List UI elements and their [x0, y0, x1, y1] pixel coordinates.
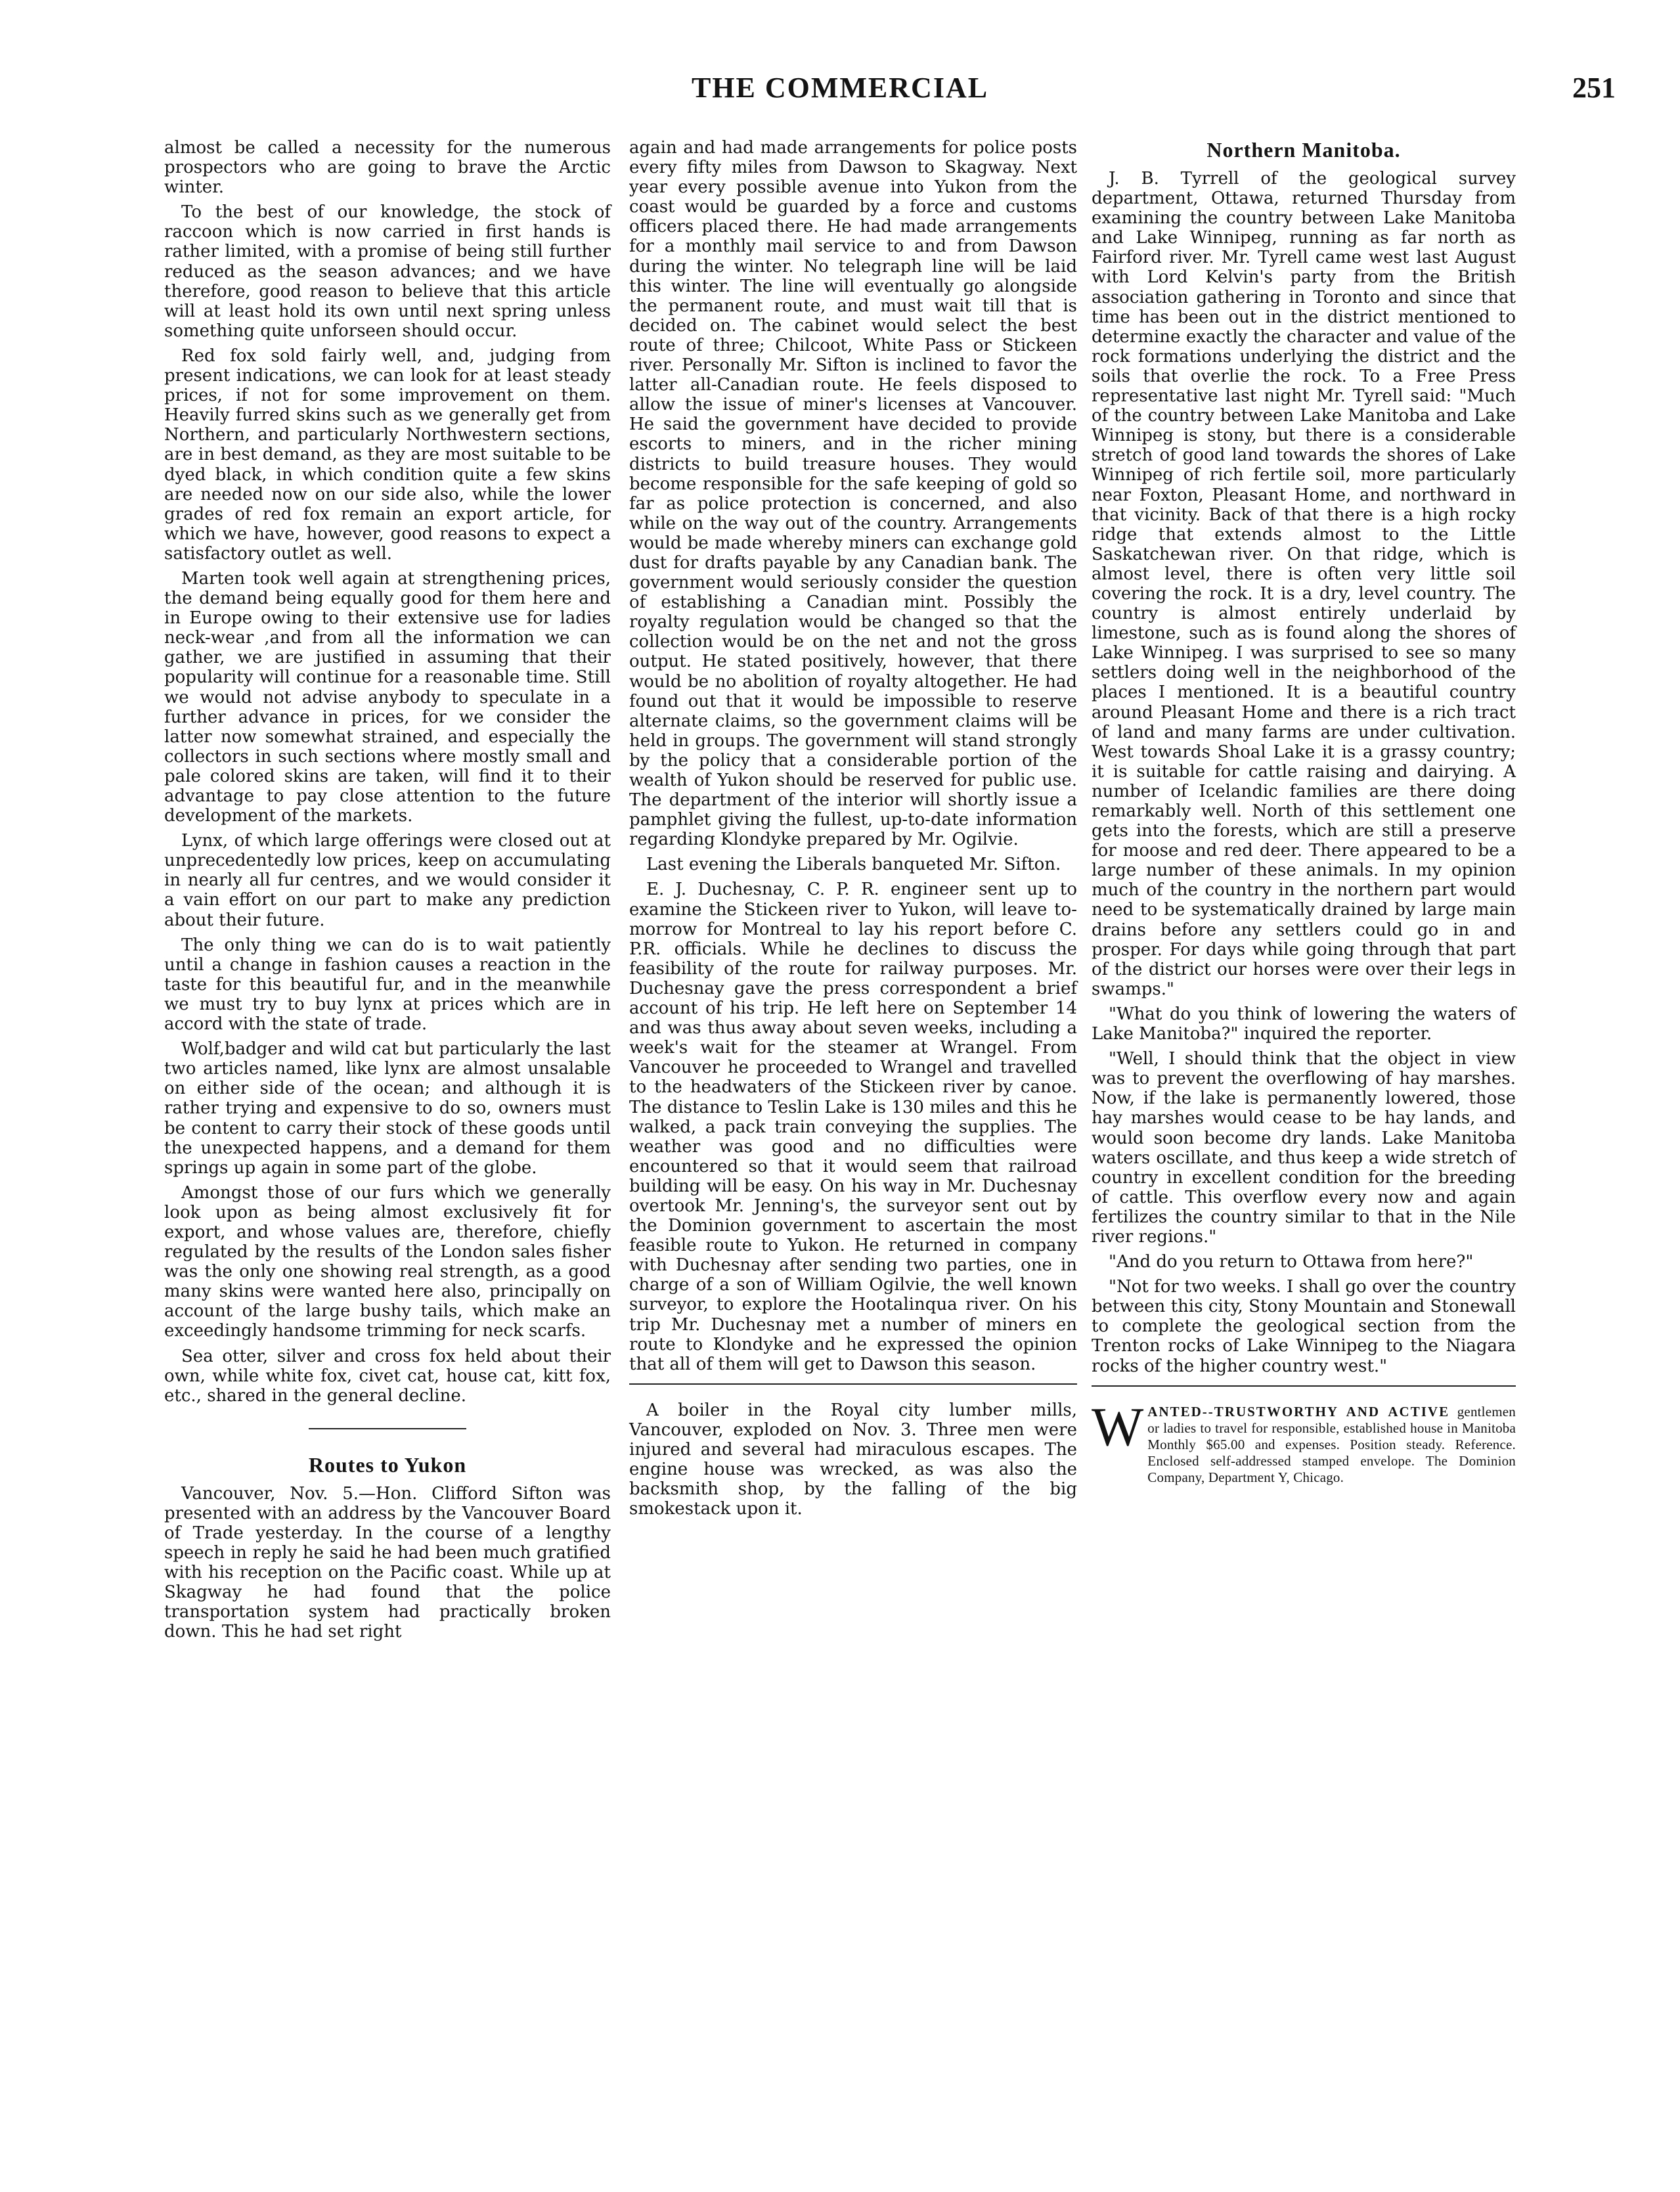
section-divider — [1092, 1385, 1516, 1387]
article-paragraph: A boiler in the Royal city lumber mills, Vancouver, exploded on Nov. 3. Three men were injured and several had miraculous escapes. The engine house was wrecked, as was also the backsmith shop, by the falling of the big smokestack upon it. — [629, 1400, 1077, 1519]
article-paragraph: Red fox sold fairly well, and, judging from present indications, we can look for at least steady prices, if not for some improvement on them. Heavily furred skins such as we generally get from Northern, and particularly Northwestern sections, are in best demand, as they are most suitable to be dyed black, in which condition quite a few skins are needed now on our side also, while the lower grades of red fox remain an export article, for which we have, however, good reasons to expect a satisfactory outlet as well. — [164, 346, 611, 564]
article-paragraph: "And do you return to Ottawa from here?" — [1109, 1252, 1474, 1272]
article-paragraph: E. J. Duchesnay, C. P. R. engineer sent up to examine the Stickeen river to Yukon, will leave to-morrow for Montreal to lay his report before C. P.R. officials. While he declines to discuss the feasibility of the route for railway purposes. Mr. Duchesnay gave the press correspondent a brief account of his trip. He left here on September 14 and was thus away about seven weeks, including a week's wait for the steamer at Wrangel. From Vancouver he proceeded to Wrangel and travelled to the headwaters of the Stickeen river by canoe. The distance to Teslin Lake is 130 miles and this he walked, a pack train conveying the supplies. The weather was good and no difficulties were encountered so that it would seem that railroad building will be easy. On his way in Mr. Duchesnay overtook Mr. Jenning's, the surveyor sent out by the Dominion government to ascertain the most feasible route to Yukon. He returned in company with Duchesnay after sending two parties, one in charge of a son of William Ogilvie, the well known surveyor, to explore the Hootalinqua river. On his trip Mr. Duchesnay met a number of miners en route to Klondyke and he expressed the opinion that all of them will get to Dawson this season. — [629, 880, 1077, 1374]
article-paragraph: To the best of our knowledge, the stock of raccoon which is now carried in first hands is rather limited, with a promise of being still further reduced as the season advances; and we have therefore, good reason to believe that this article will at least hold its own until next spring unless something quite unforseen should occur. — [164, 202, 611, 341]
article-paragraph: "Not for two weeks. I shall go over the country between this city, Stony Mountain and Stonewall to complete the geological section from the Trenton rocks of Lake Winnipeg to the Niagara rocks of the higher country west." — [1092, 1277, 1516, 1376]
article-paragraph: Wolf,badger and wild cat but particularly the last two articles named, like lynx are almost unsalable on either side of the ocean; and although it is rather trying and expensive to do so, owners must be content to carry their stock of these goods until the unexpected happens, and a demand for them springs up again in some part of the globe. — [164, 1039, 611, 1178]
page-header — [0, 71, 1680, 110]
page-number: 251 — [1572, 72, 1616, 104]
article-paragraph: The only thing we can do is to wait patiently until a change in fashion causes a reaction in the taste for this beautiful fur, and in the meanwhile we must try to buy lynx at prices which are in accord with the state of trade. — [164, 935, 611, 1035]
article-paragraph: "Well, I should think that the object in view was to prevent the overflowing of hay marshes. Now, if the lake is permanently lowered, those hay marshes would cease to be hay lands, and would soon become dry lands. Lake Manitoba waters oscillate, and thus keep a wide stretch of country in excellent condition for the breeding of cattle. This overflow every now and again fertilizes the country similar to that in the Nile river regions." — [1092, 1049, 1516, 1247]
advert-drop-cap: W — [1092, 1396, 1144, 1458]
page-title: THE COMMERCIAL — [691, 72, 989, 104]
advert-lead: ANTED--TRUSTWORTHY AND ACTIVE — [1147, 1403, 1450, 1420]
column-2 — [629, 138, 1077, 1524]
column-1 — [164, 138, 611, 1647]
article-paragraph: J. B. Tyrrell of the geological survey department, Ottawa, returned Thursday from examining the country between Lake Manitoba and Lake Winnipeg, running as far north as Fairford river. Mr. Tyrell came west last August with Lord Kelvin's party from the British association gathering in Toronto and since that time has been out in the district mentioned to determine exactly the character and value of the rock formations underlying the district and the soils that overlie the rock. To a Free Press representative last night Mr. Tyrell said: "Much of the country between Lake Manitoba and Lake Winnipeg is stony, but there is a considerable stretch of good land towards the shores of Lake Winnipeg of rich fertile soil, more particularly near Foxton, Pleasant Home, and northward in that vicinity. Back of that there is a high rocky ridge that extends almost to the Little Saskatchewan river. On that ridge, which is almost level, there is often very little soil covering the rock. It is a dry, level country. The country is almost entirely underlaid by limestone, such as is found along the shores of Lake Winnipeg. I was surprised to see so many settlers doing well in the neighborhood of the places I mentioned. It is a beautiful country around Pleasant Home and there is a rich tract of land and many farms are under cultivation. West towards Shoal Lake it is a grassy country; it is suitable for cattle raising and dairying. A number of Icelandic families are there doing remarkably well. North of this settlement one gets into the forests, which are still a preserve for moose and red deer. There appeared to be a large number of these animals. In my opinion much of the country in the northern part would need to be systematically drained by large main drains before any settlers could go in and prosper. For days while going through that part of the district our horses were over their legs in swamps." — [1092, 169, 1516, 999]
column-3 — [1092, 138, 1516, 1486]
article-paragraph: Last evening the Liberals banqueted Mr. Sifton. — [646, 855, 1061, 875]
routes-heading: Routes to Yukon — [308, 1452, 467, 1477]
article-paragraph: Amongst those of our furs which we generally look upon as being almost exclusively fit for export, and whose values are, therefore, chiefly regulated by the results of the London sales fisher was the only one showing real strength, as a good many skins were wanted here also, principally on account of the large bushy tails, which make an exceedingly handsome trimming for neck scarfs. — [164, 1182, 611, 1341]
article-paragraph: again and had made arrangements for police posts every fifty miles from Dawson to Skagway. Next year every possible avenue into Yukon from the coast would be guarded by a force and customs officers placed there. He had made arrangements for a monthly mail service to and from Dawson during the winter. No telegraph line will be laid this winter. The line will eventually go alongside the permanent route, and must wait till that is decided on. The cabinet would select the best route of three; Chilcoot, White Pass or Stickeen river. Personally Mr. Sifton is inclined to favor the latter all-Canadian route. He feels disposed to allow the issue of miner's licenses at Vancouver. He said the government have decided to provide escorts to miners, and in the richer mining districts to build treasure houses. They would become responsible for the safe keeping of gold so far as police protection is concerned, and also while on the way out of the country. Arrangements would be made whereby miners can exchange gold dust for drafts payable by any Canadian bank. The government would seriously consider the question of establishing a Canadian mint. Possibly the royalty regulation would be changed so that the collection would be on the net and not the gross output. He stated positively, however, that there would be no abolition of royalty altogether. He had found out that it would be impossible to reserve alternate claims, so the government claims will be held in groups. The government will stand strongly by the policy that a considerable portion of the wealth of Yukon should be reserved for public use. The department of the interior will shortly issue a pamphlet giving the fullest, up-to-date information regarding Klondyke prepared by Mr. Ogilvie. — [629, 138, 1077, 850]
advert-body: gentlemen or ladies to travel for responsible, established house in Manitoba Monthly $65.00 and expenses. Position steady. Reference. Enclosed self-addressed stamped envelope. The Dominion Company, Department Y, Chicago. — [1147, 1403, 1516, 1485]
section-divider — [629, 1383, 1077, 1385]
article-paragraph: Lynx, of which large offerings were closed out at unprecedentedly low prices, keep on accumulating in nearly all fur centres, and we would consider it a vain effort on our part to make any prediction about their future. — [164, 831, 611, 930]
advertisement — [1092, 1396, 1516, 1486]
article-paragraph: "What do you think of lowering the waters of Lake Manitoba?" inquired the reporter. — [1092, 1004, 1516, 1044]
section-divider — [309, 1428, 466, 1429]
advert-text — [1147, 1404, 1516, 1486]
article-paragraph: Vancouver, Nov. 5.—Hon. Clifford Sifton was presented with an address by the Vancouver Board of Trade yesterday. In the course of a lengthy speech in reply he said he had been much gratified with his reception on the Pacific coast. While up at Skagway he had found that the police transportation system had practically broken down. This he had set right — [164, 1483, 611, 1642]
article-paragraph: almost be called a necessity for the numerous prospectors who are going to brave the Arctic winter. — [164, 138, 611, 198]
article-paragraph: Sea otter, silver and cross fox held about their own, while white fox, civet cat, house cat, kitt fox, etc., shared in the general decline. — [164, 1346, 611, 1406]
northern-manitoba-heading: Northern Manitoba. — [1206, 138, 1401, 162]
article-paragraph: Marten took well again at strengthening prices, the demand being equally good for them here and in Europe owing to their extensive use for ladies neck-wear ,and from all the information we can gather, we are justified in assuming that their popularity will continue for a reasonable time. Still we would not advise anybody to speculate in a further advance in prices, for we consider the latter now somewhat strained, and especially the collectors in such sections where mostly small and pale colored skins are taken, will find it to their advantage to pay close attention to the future development of the markets. — [164, 568, 611, 826]
